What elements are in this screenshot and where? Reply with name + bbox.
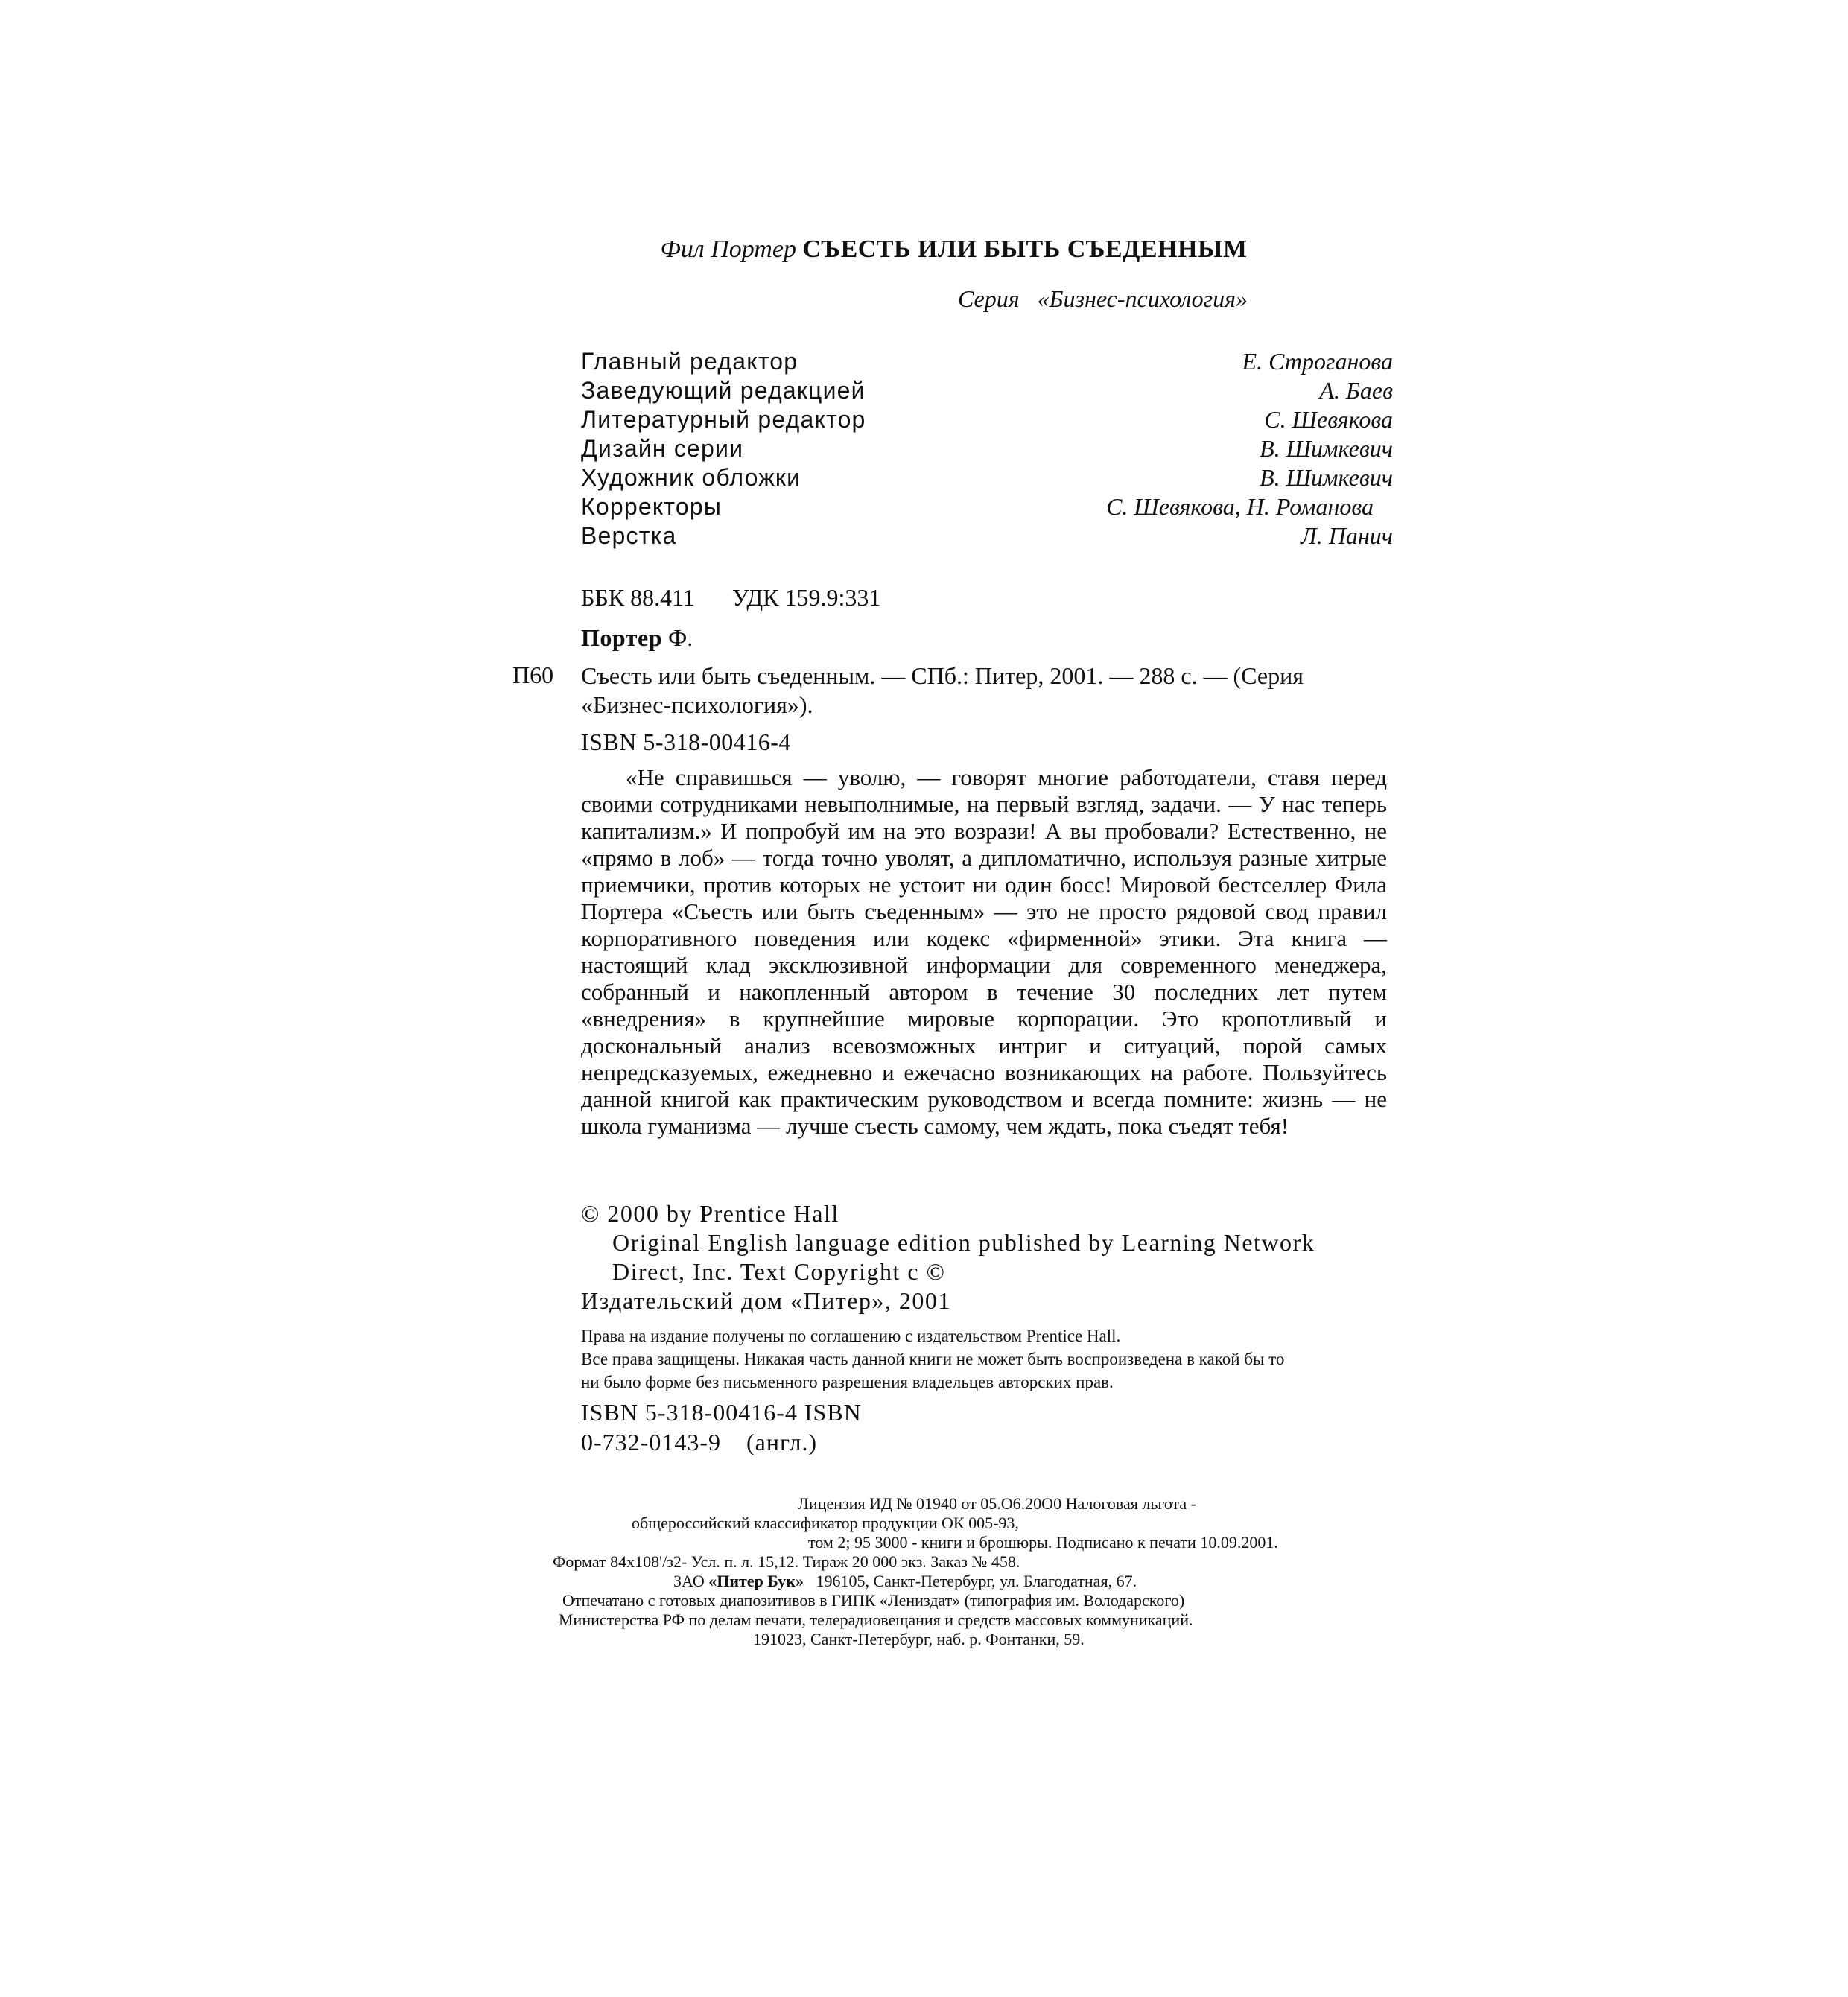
staff-row xyxy=(581,434,1393,463)
staff-name: С. Шевякова, Н. Романова xyxy=(1106,493,1374,520)
imprint-line xyxy=(673,1572,1137,1591)
imprint-company-prefix: ЗАО xyxy=(673,1572,705,1590)
imprint-line: Министерства РФ по делам печати, телерадиовещания и средств массовых коммуникаций. xyxy=(559,1610,1193,1629)
imprint-line: Формат 84х108'/з2- Усл. п. л. 15,12. Тираж 20 000 экз. Заказ № 458. xyxy=(553,1552,1020,1571)
author-surname: Портер xyxy=(581,624,662,651)
rights-notice xyxy=(581,1324,1400,1394)
udk-code: УДК 159.9:331 xyxy=(731,584,881,611)
copyright-block xyxy=(581,1199,1400,1315)
copyright-line: Direct, Inc. Text Copyright c © xyxy=(612,1258,946,1285)
series-name: «Бизнес-психология» xyxy=(1037,285,1248,312)
classification-codes xyxy=(581,584,880,612)
imprint-line: Отпечатано с готовых диапозитивов в ГИПК «Лениздат» (типография им. Володарского) xyxy=(562,1591,1185,1610)
bibliographic-description xyxy=(581,661,1385,720)
staff-row xyxy=(581,463,1393,492)
staff-name: В. Шимкевич xyxy=(1260,435,1393,462)
author-name: Фил Портер xyxy=(660,235,796,263)
book-title: СЪЕСТЬ ИЛИ БЫТЬ СЪЕДЕННЫМ xyxy=(802,235,1248,263)
rights-line: ни было форме без письменного разрешения владельцев авторских прав. xyxy=(581,1373,1114,1391)
staff-row xyxy=(581,521,1393,550)
staff-role: Дизайн серии xyxy=(581,435,744,462)
rights-line: Права на издание получены по соглашению с издательством Prentice Hall. xyxy=(581,1327,1121,1345)
imprint-line: том 2; 95 3000 - книги и брошюры. Подписано к печати 10.09.2001. xyxy=(808,1533,1278,1552)
bibliographic-line: Съесть или быть съеденным. — СПб.: Питер, 2001. — 288 с. — (Серия xyxy=(581,662,1304,689)
series-line xyxy=(179,285,1848,313)
staff-role: Художник обложки xyxy=(581,464,801,491)
book-title-line xyxy=(30,235,1848,264)
series-label: Серия xyxy=(957,285,1020,312)
author-heading xyxy=(581,624,693,652)
imprint-line: 191023, Санкт-Петербург, наб. р. Фонтанки, 59. xyxy=(753,1630,1085,1648)
copyright-line: Издательский дом «Питер», 2001 xyxy=(581,1287,951,1314)
staff-name: Л. Панич xyxy=(1301,522,1393,549)
staff-role: Главный редактор xyxy=(581,348,798,375)
author-initial: Ф. xyxy=(667,624,693,651)
copyright-line: Original English language edition published by Learning Network xyxy=(612,1229,1315,1256)
staff-row xyxy=(581,347,1393,376)
staff-row xyxy=(581,492,1393,521)
staff-role: Верстка xyxy=(581,522,677,549)
isbn: ISBN 5-318-00416-4 xyxy=(581,728,791,755)
annotation-text: «Не справишься — уволю, — говорят многие работодатели, ставя перед своими сотрудниками невыполнимые, на первый взгляд, задачи. — У нас теперь капитализм.» И попробуй им на это возрази! А вы пробовали? Естественно, не «прямо в лоб» — тогда точно уволят, а дипломатично, используя разные хитрые приемчики, против которых не устоит ни один босс! Мировой бестселлер Фила Портера «Съесть или быть съеденным» — это не просто рядовой свод правил корпоративного поведения или кодекс «фирменной» этики. Эта книга — настоящий клад эксклюзивной информации для современного менеджера, собранный и накопленный автором в течение 30 последних лет путем «внедрения» в крупнейшие мировые корпорации. Это кропотливый и доскональный анализ всевозможных интриг и ситуаций, порой самых непредсказуемых, ежедневно и ежечасно возникающих на работе. Пользуйтесь данной книгой как практическим руководством и всегда помните: жизнь — не школа гуманизма — лучше съесть самому, чем ждать, пока съедят тебя! xyxy=(581,764,1387,1139)
staff-list xyxy=(581,347,1393,550)
staff-name: С. Шевякова xyxy=(1264,406,1393,433)
imprint-line: общероссийский классификатор продукции ОК 005-93, xyxy=(632,1514,1019,1532)
staff-row xyxy=(581,405,1393,434)
isbn-line xyxy=(581,1427,862,1457)
staff-role: Заведующий редакцией xyxy=(581,377,866,404)
bbk-code: ББК 88.411 xyxy=(581,584,695,611)
staff-name: Е. Строганова xyxy=(1242,348,1393,375)
isbn-block xyxy=(581,1397,862,1457)
copyright-line: © 2000 by Prentice Hall xyxy=(581,1200,839,1227)
staff-role: Корректоры xyxy=(581,493,723,520)
staff-name: А. Баев xyxy=(1319,377,1393,404)
staff-row xyxy=(581,376,1393,405)
author-sign-code: П60 xyxy=(512,661,554,688)
isbn-english: 0-732-0143-9 xyxy=(581,1429,721,1455)
imprint-company-address: 196105, Санкт-Петербург, ул. Благодатная, 67. xyxy=(816,1572,1137,1590)
bibliographic-line: «Бизнес-психология»). xyxy=(581,691,813,718)
imprint-line: Лицензия ИД № 01940 от 05.О6.20О0 Налоговая льгота - xyxy=(798,1494,1197,1513)
isbn-english-note: (англ.) xyxy=(746,1429,818,1455)
rights-line: Все права защищены. Никакая часть данной книги не может быть воспроизведена в какой бы то xyxy=(581,1350,1285,1368)
imprint-company-name: «Питер Бук» xyxy=(708,1572,804,1590)
staff-role: Литературный редактор xyxy=(581,406,866,433)
isbn-line: ISBN 5-318-00416-4 ISBN xyxy=(581,1399,862,1426)
staff-name: В. Шимкевич xyxy=(1260,464,1393,491)
